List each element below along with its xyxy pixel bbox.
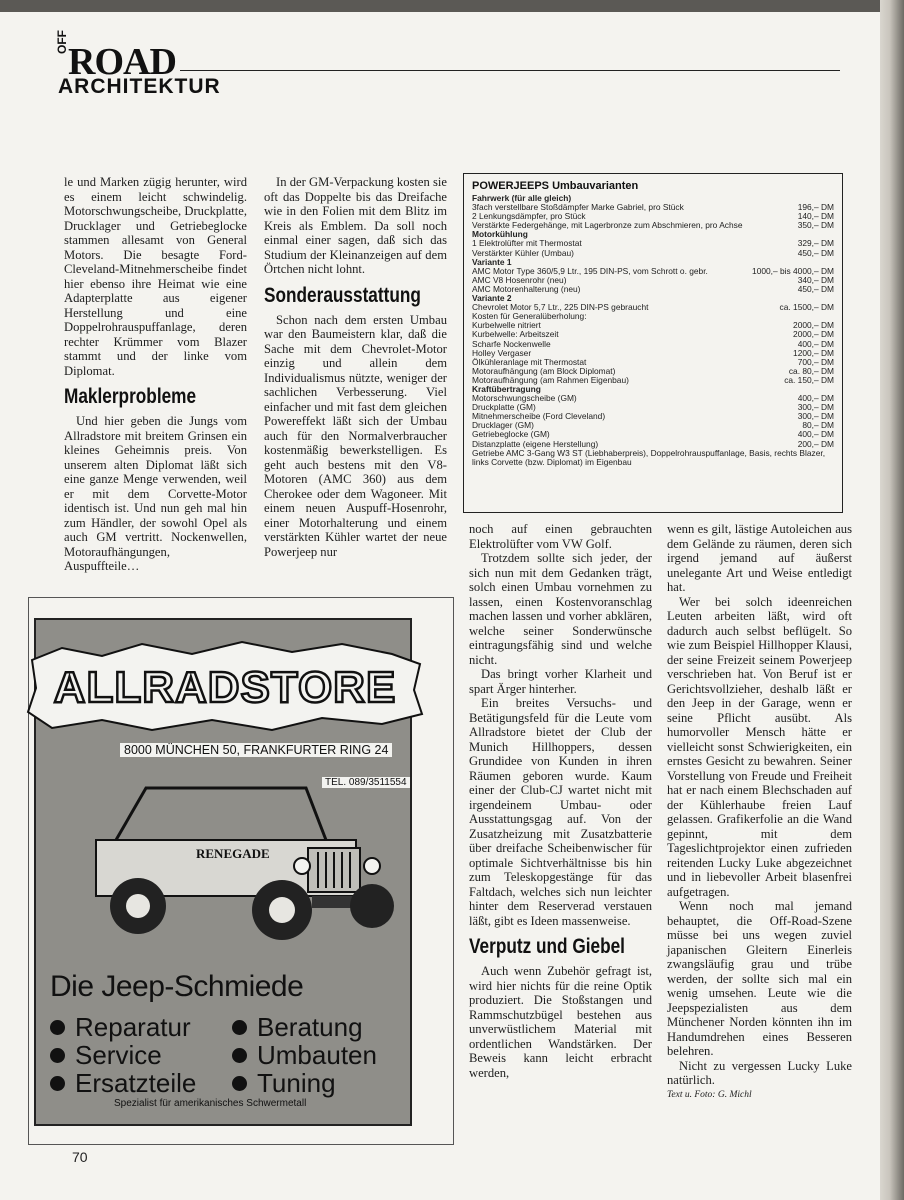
logo-road-text: ROAD: [68, 41, 176, 83]
store-sign: [22, 640, 428, 732]
box-row-item: Scharfe Nockenwelle: [472, 338, 551, 349]
box-row-item: AMC V8 Hosenrohr (neu): [472, 274, 567, 285]
box-row-item: Motorschwungscheibe (GM): [472, 393, 577, 404]
column-1: [64, 175, 247, 574]
umbauvarianten-box: [463, 173, 843, 513]
box-row-item: Motoraufhängung (am Rahmen Eigenbau): [472, 374, 629, 385]
ad-tagline: Spezialist für amerikanisches Schwermetall: [114, 1098, 307, 1109]
page-number: 70: [72, 1149, 88, 1165]
box-row-price: 450,– DM: [797, 247, 834, 258]
column-2: [264, 175, 447, 559]
subheading: Verputz und Giebel: [469, 935, 625, 958]
box-row-price: 329,– DM: [797, 238, 834, 249]
box-section: Motorkühlung: [472, 229, 528, 240]
paragraph: Trotzdem sollte sich jeder, der sich nun mit dem Gedanken trägt, solch einen Umbau vornehmen zu lassen, einen Kostenvoranschlag machen lassen und vorher abklären, welche seiner Sonderwünsche eintragungsfähig sind und welche nicht.: [469, 551, 652, 667]
header-rule: [180, 70, 840, 71]
store-phone: TEL. 089/3511554: [322, 777, 410, 788]
jeep-illustration: [76, 768, 396, 943]
box-row-price: 1000,– bis 4000,– DM: [752, 265, 834, 276]
paragraph: le und Marken zügig herunter, wird es einem leicht schwindelig. Motorschwungscheibe, Druckplatte, Drucklager und Getriebeglocke stammen allesamt von General Motors. Die besagte Ford-Cleveland-Mitnehmerscheibe findet hier ebenso ihre Heimat wie eine Adapterplatte aus eigener Herstellung und eine Doppelrohrauspuffanlage, deren rechter Krümmer vom Blazer stammt und der linke vom Diplomat.: [64, 175, 247, 378]
allradstore-ad: [34, 618, 412, 1126]
box-row: [472, 285, 834, 294]
box-row-item: Verstärkte Federgehänge, mit Lagerbronze zum Abschmieren, pro Achse: [472, 220, 743, 231]
box-row-price: 200,– DM: [797, 438, 834, 449]
store-name: ALLRADSTORE: [53, 663, 397, 712]
box-row-price: ca. 80,– DM: [788, 365, 834, 376]
box-row-item: Kosten für Generalüberholung:: [472, 311, 587, 322]
box-row-item: Mitnehmerscheibe (Ford Cleveland): [472, 411, 606, 422]
box-row-price: 450,– DM: [797, 283, 834, 294]
paragraph: Schon nach dem ersten Umbau war den Baumeistern klar, daß die Sache mit dem Chevrolet-Motor einzig und allein dem Individualismus nützte, weniger der sachlichen Verbesserung. Viel einfacher und mit fast dem gleichen Powereffekt läßt sich der Umbau auch für den Normalverbraucher kostenmäßig bewerkstelligen. Es geht auch bestens mit den V8-Motoren (AMC 360) aus dem Cherokee oder dem Wagoneer. Mit einem neuen Auspuff-Hosenrohr, einer Motorhalterung und einem verstärkten Kühler wartet der neue Powerjeep nur: [264, 312, 447, 559]
box-row-item: Holley Vergaser: [472, 347, 532, 358]
column-4: [667, 522, 852, 1102]
box-title: POWERJEEPS Umbauvarianten: [472, 180, 639, 192]
box-row-item: 2 Lenkungsdämpfer, pro Stück: [472, 211, 586, 222]
box-row-price: 2000,– DM: [793, 329, 834, 340]
subheading: Maklerprobleme: [64, 385, 197, 408]
box-row-price: 196,– DM: [797, 202, 834, 213]
box-row-item: Getriebeglocke (GM): [472, 429, 550, 440]
box-section: Variante 1: [472, 256, 512, 267]
paragraph: In der GM-Verpackung kosten sie oft das Doppelte bis das Dreifache wie in den Folien mit dem Blitz im Kreis als Emblem. Da soll noch einmal einer sagen, daß sich das Studium der Kleinanzeigen auf dem Örtchen nicht lohnt.: [264, 175, 447, 276]
box-row: [472, 249, 834, 258]
box-row-price: 2000,– DM: [793, 320, 834, 331]
paragraph: wenn es gilt, lästige Autoleichen aus dem Gelände zu räumen, deren sich irgend jemand auf äußerst unelegante Art und Weise entledigt hat.: [667, 522, 852, 594]
box-row-price: ca. 150,– DM: [784, 374, 834, 385]
box-row-price: 350,– DM: [797, 220, 834, 231]
service-item: Beratung: [232, 1013, 363, 1041]
box-row-item: 3fach verstellbare Stoßdämpfer Marke Gabriel, pro Stück: [472, 202, 684, 213]
box-row-price: 300,– DM: [797, 411, 834, 422]
paragraph: Wenn noch mal jemand behauptet, die Off-Road-Szene müsse bei uns wegen zuviel japanischen Gleitern Einerleis zwangsläufig grau und trübe werden, der sollte sich mal ein wenig umsehen. Leute wie die Jeepspezialisten aus dem Münchener Norden könnten ihn im Handumdrehen eines Besseren belehren.: [667, 899, 852, 1058]
box-row-item: Kurbelwelle nitriert: [472, 320, 541, 331]
section-title: ARCHITEKTUR: [58, 75, 221, 98]
box-section: Kraftübertragung: [472, 383, 541, 394]
box-row-item: Kurbelwelle: Arbeitszeit: [472, 329, 559, 340]
ad-headline: Die Jeep-Schmiede: [50, 970, 304, 1003]
box-row-price: 300,– DM: [797, 402, 834, 413]
paragraph: Das bringt vorher Klarheit und spart Ärger hinterher.: [469, 667, 652, 696]
magazine-page: [0, 12, 880, 1200]
service-item: Ersatzteile: [50, 1069, 196, 1097]
box-row-price: 80,– DM: [802, 420, 834, 431]
paragraph: noch auf einen gebrauchten Elektrolüfter vom VW Golf.: [469, 522, 652, 551]
page-edge: [880, 0, 904, 1200]
box-row-item: AMC Motorenhalterung (neu): [472, 283, 581, 294]
paragraph: Wer bei solch ideenreichen Leuten arbeiten läßt, wird oft dadurch auch selbst beflügelt. So wie zum Beispiel Hillhopper Klausi, der seine Freizeit seinem Powerjeep verschrieben hat. Von Beruf ist er Gerichtsvollzieher, deshalb läßt er den Jeep in der Garage, wenn er seine Pflicht ausübt. Als humorvoller Mensch hätte er vielleicht sonst Schwierigkeiten, ein ernstes Gesicht zu bewahren. Seiner Vorstellung von Freude und Freiheit hat er nach einem Blechschaden auf der Kühlerhaube freien Lauf gelassen. Grafikerfolie an die Wand gepinnt, mit dem Tageslichtprojektor einen zufrieden reitenden Lucky Luke abgezeichnet und in liebevoller Arbeit blasenfrei aufgetragen.: [667, 594, 852, 899]
box-row-item: 1 Elektrolüfter mit Thermostat: [472, 238, 582, 249]
box-row-item: Distanzplatte (eigene Herstellung): [472, 438, 599, 449]
box-section: Variante 2: [472, 293, 512, 304]
box-note: Getriebe AMC 3-Gang W3 ST (Liebhaberpreis), Doppelrohrauspuffanlage, Basis, rechts Blazer, links Corvette (bzw. Diplomat) im Eigenbau: [472, 447, 826, 467]
service-item: Umbauten: [232, 1041, 377, 1069]
store-address: 8000 MÜNCHEN 50, FRANKFURTER RING 24: [120, 743, 392, 757]
subheading: Sonderausstattung: [264, 283, 421, 307]
box-row-item: Ölkühleranlage mit Thermostat: [472, 356, 587, 367]
box-row-price: 1200,– DM: [793, 347, 834, 358]
jeep-label: RENEGADE: [196, 846, 270, 861]
box-section: Fahrwerk (für alle gleich): [472, 193, 572, 203]
box-row-price: 700,– DM: [797, 356, 834, 367]
service-item: Tuning: [232, 1069, 336, 1097]
box-row-price: ca. 1500,– DM: [779, 302, 834, 313]
box-row-item: Drucklager (GM): [472, 420, 534, 431]
logo-off-text: OFF: [55, 30, 69, 54]
box-row-price: 340,– DM: [797, 274, 834, 285]
box-row-item: Verstärkter Kühler (Umbau): [472, 247, 574, 258]
box-row-item: AMC Motor Type 360/5,9 Ltr., 195 DIN-PS, vom Schrott o. gebr.: [472, 265, 708, 276]
paragraph: Auch wenn Zubehör gefragt ist, wird hier nichts für die reine Optik produziert. Die Stoßstangen und Rammschutzbügel bestehen aus unverwüstlichem Material mit ordentlichen Wandstärken. Der Beweis kann leicht erbracht werden,: [469, 964, 652, 1080]
box-row-item: Chevrolet Motor 5,7 Ltr., 225 DIN-PS gebraucht: [472, 302, 649, 313]
service-item: Service: [50, 1041, 162, 1069]
box-row-price: 400,– DM: [797, 393, 834, 404]
box-row-item: Druckplatte (GM): [472, 402, 536, 413]
box-row-price: 140,– DM: [797, 211, 834, 222]
column-3: [469, 522, 652, 1080]
box-row-item: Motoraufhängung (am Block Diplomat): [472, 365, 616, 376]
paragraph: Und hier geben die Jungs vom Allradstore mit breitem Grinsen ein kleines Geheimnis preis. Von unserem alten Diplomat läßt sich eine ganze Menge verwenden, weil er mit dem Corvette-Motor identisch ist. Und nun geh mal hin zum Händler, der sowohl Opel als auch GM vertritt. Nockenwellen, Motoraufhängungen, Auspuffteile…: [64, 414, 247, 573]
photo-credit: Text u. Foto: G. Michl: [667, 1089, 752, 1100]
box-row-price: 400,– DM: [797, 338, 834, 349]
box-row-price: 400,– DM: [797, 429, 834, 440]
paragraph: Ein breites Versuchs- und Betätigungsfeld für die Leute vom Allradstore bietet der Club der Munich Hillhoppers, dessen Grundidee von Kunden in ihren Räumen geboren wurde. Kaum einer der Club-CJ wartet nicht mit irgendeinem Umbau- oder Ausstattungsgag auf. Von der Zusatzheizung mit Zusatzbatterie über dreifache Scheibenwischer für optimale Sichtverhältnisse bis hin zum Teleskopgestänge für das Faltdach, welches sich nun leichter hinter dem Reserverad verstauen läßt, gibt es Ideen massenweise.: [469, 696, 652, 928]
service-item: Reparatur: [50, 1013, 191, 1041]
paragraph: Nicht zu vergessen Lucky Luke natürlich.: [667, 1058, 852, 1087]
